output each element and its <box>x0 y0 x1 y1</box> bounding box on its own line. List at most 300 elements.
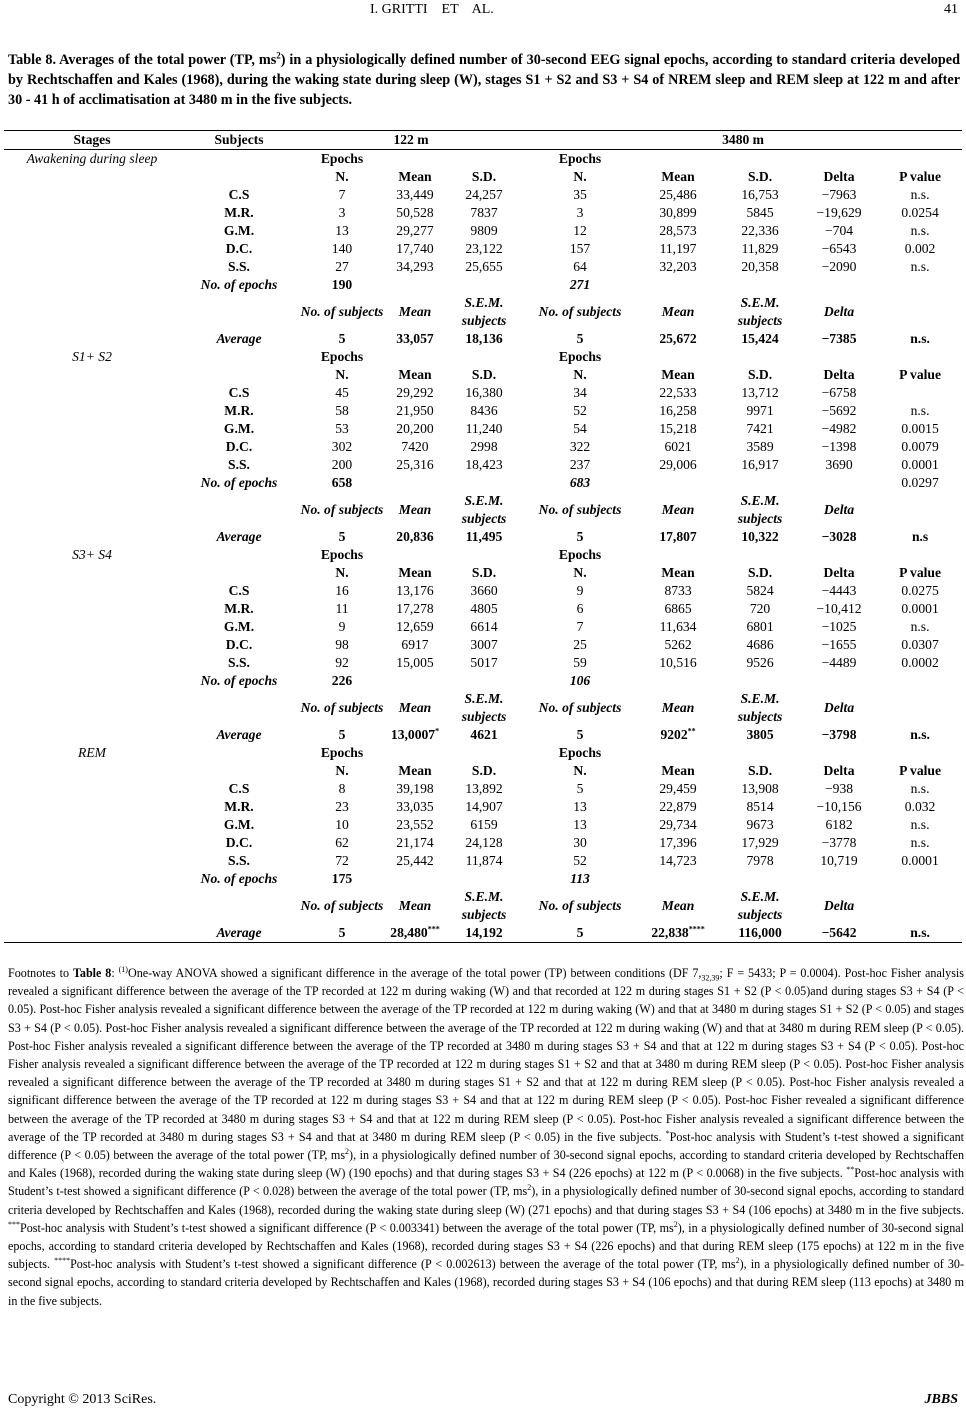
footnote-text: ), in a physiologically defined number of 30-second signal epochs, according to standard criteria developed by Rechtschaffen and Kales (1968), recorded during stages S3 + S4 (106 epochs) and that during REM sleep (113 epochs) at 3480 m in the five subjects. <box>8 1257 965 1308</box>
epochs-header-row <box>4 348 962 366</box>
table-row <box>4 258 962 276</box>
table-row <box>4 834 962 852</box>
header-122m: 122 m <box>298 131 524 150</box>
average-mean <box>386 330 444 348</box>
mean-label: Mean <box>398 898 432 913</box>
epochs-total: 683 <box>569 475 591 490</box>
table-cell: 4686 <box>746 637 774 652</box>
table-cell <box>4 672 180 690</box>
epochs-total-row <box>4 474 962 492</box>
footnote-mark: ** <box>846 1165 855 1175</box>
table-cell <box>636 546 720 564</box>
epochs-label: Epochs <box>558 745 602 760</box>
average-mean-value: 13,0007 <box>390 727 436 742</box>
table-cell: 53 <box>335 421 349 436</box>
table-cell <box>878 384 962 402</box>
table-cell <box>444 474 524 492</box>
header-subjects: Subjects <box>180 131 298 150</box>
table-cell: n.s. <box>910 781 930 796</box>
table-cell: 0.032 <box>904 799 936 814</box>
subject-name: C.S <box>228 583 250 598</box>
sem-subjects-text: subjects <box>737 907 783 922</box>
average-mean <box>386 924 444 943</box>
table-cell <box>386 276 444 294</box>
table-cell: 3589 <box>746 439 774 454</box>
table-cell: 8 <box>338 781 346 796</box>
average-sem: 10,322 <box>741 529 779 544</box>
table-cell: 7421 <box>746 421 774 436</box>
table-cell: −938 <box>825 781 854 796</box>
sem-label <box>444 294 524 330</box>
table-cell <box>636 672 720 690</box>
subject-name: D.C. <box>225 439 253 454</box>
no-subjects-label: No. of subjects <box>538 700 622 715</box>
table-cell <box>636 744 720 762</box>
table-row <box>4 438 962 456</box>
footnote-sup: 2 <box>345 1147 350 1156</box>
average-subjects: 5 <box>338 727 346 742</box>
column-label-row <box>4 564 962 582</box>
subject-name: G.M. <box>223 619 255 634</box>
table-cell <box>444 546 524 564</box>
table-cell: 10,719 <box>820 853 858 868</box>
table-cell: −4443 <box>821 583 857 598</box>
table-cell: 58 <box>335 403 349 418</box>
column-label: S.D. <box>471 763 497 778</box>
epochs-label: Epochs <box>320 349 364 364</box>
column-label: Mean <box>398 367 432 382</box>
table-cell: −4982 <box>821 421 857 436</box>
table-cell: 33,035 <box>396 799 434 814</box>
sem-subjects-text: subjects <box>461 709 507 724</box>
average-row <box>4 726 962 744</box>
table-cell <box>800 870 878 888</box>
sem-subjects-text: subjects <box>737 709 783 724</box>
page-number: 41 <box>944 2 958 17</box>
table-cell: 2998 <box>470 439 498 454</box>
table-cell: −19,629 <box>816 205 862 220</box>
average-mean <box>636 726 720 744</box>
subject-name: M.R. <box>224 799 254 814</box>
table-cell <box>4 366 180 384</box>
caption-rest: ) in a physiologically defined number of 30-second EEG signal epochs, according to standard criteria developed by Rechtschaffen and Kales (1968), during the waking state during sleep (W), stages S1 + S2 and S3 + S4 of NREM sleep and REM sleep at 122 m and after 30 - 41 h of acclimatisation at 3480 m in the five subjects. <box>8 52 960 108</box>
average-subjects: 5 <box>576 529 584 544</box>
epochs-total-row <box>4 276 962 294</box>
average-mean-value: 9202 <box>660 727 688 742</box>
significance-mark: *** <box>427 924 440 934</box>
table-cell <box>720 150 800 169</box>
average-delta: −7385 <box>821 331 857 346</box>
table-cell <box>4 582 180 600</box>
table-row <box>4 600 962 618</box>
table-cell: 11,829 <box>741 241 779 256</box>
no-epochs-label: No. of epochs <box>200 871 278 886</box>
table-cell <box>4 618 180 636</box>
table-cell <box>4 168 180 186</box>
table-cell: 13,908 <box>741 781 779 796</box>
table-cell: 7420 <box>401 439 429 454</box>
table-cell: 6917 <box>401 637 429 652</box>
column-label: N. <box>573 565 587 580</box>
table-cell: −2090 <box>821 259 857 274</box>
table-cell <box>4 888 180 924</box>
column-label: S.D. <box>747 367 773 382</box>
sem-text: S.E.M. <box>464 889 504 904</box>
no-subjects-label: No. of subjects <box>300 700 384 715</box>
table-cell <box>180 150 298 169</box>
table-cell: 0.0015 <box>901 421 939 436</box>
sem-subjects-text: subjects <box>737 511 783 526</box>
table-cell: n.s. <box>910 223 930 238</box>
table-cell <box>4 186 180 204</box>
table-cell <box>4 384 180 402</box>
column-label: S.D. <box>471 367 497 382</box>
table-row <box>4 240 962 258</box>
table-cell: 10,516 <box>659 655 697 670</box>
table-cell: n.s. <box>910 835 930 850</box>
table-cell: 14,723 <box>659 853 697 868</box>
table-cell: 35 <box>573 187 587 202</box>
sem-subjects-text: subjects <box>461 907 507 922</box>
table-cell: 7 <box>576 619 584 634</box>
subject-name: M.R. <box>224 403 254 418</box>
average-subjects: 5 <box>338 331 346 346</box>
table-row <box>4 204 962 222</box>
table-cell: 3690 <box>825 457 853 472</box>
table-cell <box>386 546 444 564</box>
table-cell <box>444 672 524 690</box>
table-caption <box>8 50 960 110</box>
table-cell <box>636 150 720 169</box>
column-label: S.D. <box>471 169 497 184</box>
caption-lead: Table 8. Averages of the total power (TP, ms <box>8 52 277 68</box>
mean-label: Mean <box>398 304 432 319</box>
column-label: P value <box>899 169 942 184</box>
table-row <box>4 618 962 636</box>
footnote-text: ; F = 5433; P = 0.0004). Post-hoc Fisher analysis revealed a significant difference between the average of the TP recorded at 122 m during waking (W) and that recorded at 122 m during stages S1 + S2 (P < 0.05)and during stages S3 + S4 (P < 0.05). Post-hoc Fisher analysis revealed a significant difference between the average of the TP recorded at 122 m during waking (W) and that at 3480 m during stages S1 + S2 (P < 0.05) and stages S3 + S4 (P < 0.05). Post-hoc Fisher analysis revealed a significant difference between the average of the TP recorded at 122 m during waking (W) and that at 3480 m during REM sleep (P < 0.05). Post-hoc Fisher analysis revealed a significant difference between the average of the TP recorded at 3480 m during stages S3 + S4 and that at 122 m during stages S3 + S4 (P < 0.05). Post-hoc Fisher analysis revealed a significant difference between the average of the TP recorded at 122 m during stages S1 + S2 and that at 3480 m during REM sleep (P < 0.05). Post-hoc Fisher analysis revealed a significant difference between the average of the TP recorded at 3480 m during stages S1 + S2 and that at 122 m during REM sleep (P < 0.05). Post-hoc Fisher analysis revealed a significant difference between the average of the TP recorded at 122 m during stages S3 + S4 and that at 122 m during REM sleep (P < 0.05). Post-hoc Fisher revealed a significant difference between the average of the TP recorded at 3480 m during stages S3 + S4 and that at 122 m during REM sleep (P < 0.05). Post-hoc Fisher analysis revealed a significant difference between the average of the TP recorded at 3480 m during stages S3 + S4 and that at 3480 m during REM sleep (P < 0.05) in the five subjects. <box>8 966 964 1144</box>
table-cell: 24,257 <box>465 187 503 202</box>
footnote-sup: 2 <box>673 1219 678 1229</box>
subject-name: S.S. <box>228 259 250 274</box>
column-label: S.D. <box>471 565 497 580</box>
average-mean <box>386 726 444 744</box>
epochs-label: Epochs <box>320 151 364 166</box>
footnote-sup: 2 <box>735 1256 740 1266</box>
table-cell: 5845 <box>746 205 774 220</box>
average-mean <box>636 528 720 546</box>
epochs-label: Epochs <box>320 547 364 562</box>
table-cell: 9 <box>338 619 346 634</box>
table-cell: 32,203 <box>659 259 697 274</box>
table-cell: 11,197 <box>659 241 697 256</box>
column-label-row <box>4 366 962 384</box>
subject-name: C.S <box>228 187 250 202</box>
table-cell: 157 <box>569 241 591 256</box>
table-cell: 3 <box>576 205 584 220</box>
average-row <box>4 330 962 348</box>
table-cell: 17,278 <box>396 601 434 616</box>
sem-text: S.E.M. <box>740 295 780 310</box>
table-cell: 25,486 <box>659 187 697 202</box>
table-cell: 0.0254 <box>901 205 939 220</box>
table-cell <box>180 762 298 780</box>
table-cell: n.s. <box>910 187 930 202</box>
table-cell: 16,753 <box>741 187 779 202</box>
no-subjects-label: No. of subjects <box>538 502 622 517</box>
table-cell: −5692 <box>821 403 857 418</box>
table-cell: −1655 <box>821 637 857 652</box>
sem-subjects-text: subjects <box>461 313 507 328</box>
table-cell: n.s. <box>910 403 930 418</box>
table-cell <box>444 150 524 169</box>
table-cell: 14,907 <box>465 799 503 814</box>
table-row <box>4 420 962 438</box>
stage-label: REM <box>78 745 106 760</box>
subject-name: G.M. <box>223 223 255 238</box>
column-label: Mean <box>398 763 432 778</box>
column-label: N. <box>573 763 587 778</box>
page-footer <box>8 1392 958 1408</box>
average-label: Average <box>216 727 262 742</box>
table-cell <box>386 348 444 366</box>
table-cell: 92 <box>335 655 349 670</box>
table-row <box>4 816 962 834</box>
table-cell: 45 <box>335 385 349 400</box>
caption-sup: 2 <box>276 50 281 61</box>
no-epochs-label: No. of epochs <box>200 475 278 490</box>
mean-label: Mean <box>661 502 695 517</box>
table-cell: 22,533 <box>659 385 697 400</box>
table-cell <box>4 816 180 834</box>
table-cell: 12 <box>573 223 587 238</box>
table-cell <box>386 150 444 169</box>
table-cell <box>4 474 180 492</box>
table-cell <box>878 348 962 366</box>
table-cell: 16,917 <box>741 457 779 472</box>
table-cell <box>720 546 800 564</box>
sem-subjects-text: subjects <box>737 313 783 328</box>
column-label: Mean <box>661 367 695 382</box>
table-cell <box>4 438 180 456</box>
table-cell: 59 <box>573 655 587 670</box>
table-cell: 9809 <box>470 223 498 238</box>
table-cell: 29,734 <box>659 817 697 832</box>
delta-label: Delta <box>823 502 855 517</box>
table-cell: 0.0307 <box>901 637 939 652</box>
table-cell <box>636 870 720 888</box>
average-subjects: 5 <box>576 727 584 742</box>
average-subjects: 5 <box>338 529 346 544</box>
table-cell: 11 <box>335 601 349 616</box>
no-subjects-label: No. of subjects <box>300 898 384 913</box>
column-label: Delta <box>823 367 855 382</box>
table-cell: 9526 <box>746 655 774 670</box>
subject-name: S.S. <box>228 655 250 670</box>
column-label: Mean <box>661 169 695 184</box>
epochs-label: Epochs <box>558 151 602 166</box>
average-subjects: 5 <box>298 924 386 943</box>
table-cell: −3778 <box>821 835 857 850</box>
table-cell: 30 <box>573 835 587 850</box>
table-cell: 6865 <box>664 601 692 616</box>
table-cell: 23,122 <box>465 241 503 256</box>
table-cell: 6021 <box>664 439 692 454</box>
stage-label: S3+ S4 <box>72 547 112 562</box>
table-cell: 27 <box>335 259 349 274</box>
table-cell: 5 <box>576 781 584 796</box>
table-cell: 0.002 <box>904 241 936 256</box>
footnote-text: ), in a physiologically defined number of 30-second signal epochs, according to standard criteria developed by Rechtschaffen and Kales (1968), recorded during the waking state during sleep (W) (271 epochs) and that during stages S3 + S4 (106 epochs) at 3480 m in the five subjects. <box>8 1184 964 1217</box>
average-mean <box>386 528 444 546</box>
table-cell <box>800 546 878 564</box>
table-cell <box>878 492 962 528</box>
column-label: N. <box>335 565 349 580</box>
data-table <box>4 130 962 943</box>
table-row <box>4 384 962 402</box>
mean-label: Mean <box>661 898 695 913</box>
table-cell <box>878 870 962 888</box>
no-epochs-label: No. of epochs <box>200 277 278 292</box>
table-cell: 16,380 <box>465 385 503 400</box>
table-row <box>4 852 962 870</box>
copyright-text: Copyright © 2013 SciRes. <box>8 1392 157 1407</box>
average-pvalue: n.s. <box>878 924 962 943</box>
table-cell: 12,659 <box>396 619 434 634</box>
column-label: P value <box>899 763 942 778</box>
average-sem: 18,136 <box>465 331 503 346</box>
table-cell <box>180 294 298 330</box>
sem-label <box>444 690 524 726</box>
table-cell <box>4 492 180 528</box>
average-mean-value: 20,836 <box>396 529 434 544</box>
table-cell: 0.0002 <box>901 655 939 670</box>
table-cell: 8514 <box>746 799 774 814</box>
epochs-label: Epochs <box>320 745 364 760</box>
column-label: Delta <box>823 763 855 778</box>
significance-mark: ** <box>687 726 696 736</box>
table-cell: 17,929 <box>741 835 779 850</box>
table-cell <box>800 672 878 690</box>
table-cell: 39,198 <box>396 781 434 796</box>
sem-label <box>444 888 524 924</box>
table-cell: −704 <box>825 223 854 238</box>
average-mean <box>636 330 720 348</box>
average-label: Average <box>180 924 298 943</box>
stage-label: Awakening during sleep <box>26 151 158 166</box>
table-cell: 52 <box>573 853 587 868</box>
table-cell <box>636 348 720 366</box>
table-cell: 25,655 <box>465 259 503 274</box>
table-cell <box>4 528 180 546</box>
table-cell: −7963 <box>821 187 857 202</box>
table-cell <box>386 672 444 690</box>
table-cell <box>4 330 180 348</box>
column-label: N. <box>573 169 587 184</box>
average-sem: 15,424 <box>741 331 779 346</box>
table-cell: 0.0079 <box>901 439 939 454</box>
table-cell <box>4 402 180 420</box>
sem-label <box>444 492 524 528</box>
table-cell <box>800 150 878 169</box>
table-header-row <box>4 131 962 150</box>
average-label: Average <box>216 529 262 544</box>
table-cell: −4489 <box>821 655 857 670</box>
footnote-mark: (1) <box>118 964 128 974</box>
table-row <box>4 798 962 816</box>
table-cell: 20,358 <box>741 259 779 274</box>
epochs-total: 190 <box>331 277 353 292</box>
epochs-header-row <box>4 150 962 169</box>
subject-name: C.S <box>228 781 250 796</box>
column-label: Mean <box>661 763 695 778</box>
table-cell <box>800 348 878 366</box>
table-cell: 24,128 <box>465 835 503 850</box>
column-label: Mean <box>398 169 432 184</box>
column-label: S.D. <box>747 565 773 580</box>
epochs-label: Epochs <box>558 349 602 364</box>
table-cell: 9673 <box>746 817 774 832</box>
table-cell <box>386 744 444 762</box>
table-cell: 28,573 <box>659 223 697 238</box>
sem-text: S.E.M. <box>740 691 780 706</box>
table-cell <box>800 276 878 294</box>
table-cell <box>878 672 962 690</box>
subject-name: S.S. <box>228 853 250 868</box>
epochs-total: 271 <box>569 277 591 292</box>
table-cell <box>720 744 800 762</box>
subject-name: S.S. <box>228 457 250 472</box>
footnote-text: ), in a physiologically defined number of 30-second signal epochs, according to standard criteria developed by Rechtschaffen and Kales (1968), recorded during stages S3 + S4 (226 epochs) and that during REM sleep (175 epochs) at 122 m in the five subjects. <box>8 1220 964 1272</box>
epochs-header-row <box>4 546 962 564</box>
table-cell <box>4 870 180 888</box>
table-cell <box>386 870 444 888</box>
column-label: Delta <box>823 565 855 580</box>
table-cell: 8733 <box>664 583 692 598</box>
epochs-total: 106 <box>569 673 591 688</box>
table-cell <box>636 474 720 492</box>
table-cell <box>180 366 298 384</box>
subject-name: D.C. <box>225 835 253 850</box>
footnote-text: ), in a physiologically defined number of 30-second signal epochs, according to standard criteria developed by Rechtschaffen and Kales (1968), recorded during the waking state during sleep (W) (190 epochs) and that during stages S3 + S4 (226 epochs) at 122 m (P < 0.0068) in the five subjects. <box>8 1148 964 1181</box>
table-cell: 5824 <box>746 583 774 598</box>
table-cell <box>4 240 180 258</box>
table-cell: 50,528 <box>396 205 434 220</box>
epochs-total: 226 <box>331 673 353 688</box>
table-cell: 16,258 <box>659 403 697 418</box>
epochs-total: 113 <box>570 871 590 886</box>
average-sem: 11,495 <box>465 529 503 544</box>
table-cell <box>720 348 800 366</box>
epochs-label: Epochs <box>558 547 602 562</box>
no-subjects-label: No. of subjects <box>300 304 384 319</box>
table-row <box>4 780 962 798</box>
table-cell: 11,874 <box>465 853 503 868</box>
column-label: N. <box>335 367 349 382</box>
average-row <box>4 528 962 546</box>
table-cell: n.s. <box>910 259 930 274</box>
table-cell <box>878 294 962 330</box>
average-mean-value: 33,057 <box>396 331 434 346</box>
table-cell: 0.0001 <box>901 853 939 868</box>
table-cell <box>4 204 180 222</box>
sem-text: S.E.M. <box>740 889 780 904</box>
table-cell <box>720 276 800 294</box>
table-cell: 6159 <box>470 817 498 832</box>
average-sem: 14,192 <box>444 924 524 943</box>
footnote-mark: * <box>665 1128 670 1138</box>
average-pvalue: n.s. <box>910 727 930 742</box>
table-cell: 21,174 <box>396 835 434 850</box>
